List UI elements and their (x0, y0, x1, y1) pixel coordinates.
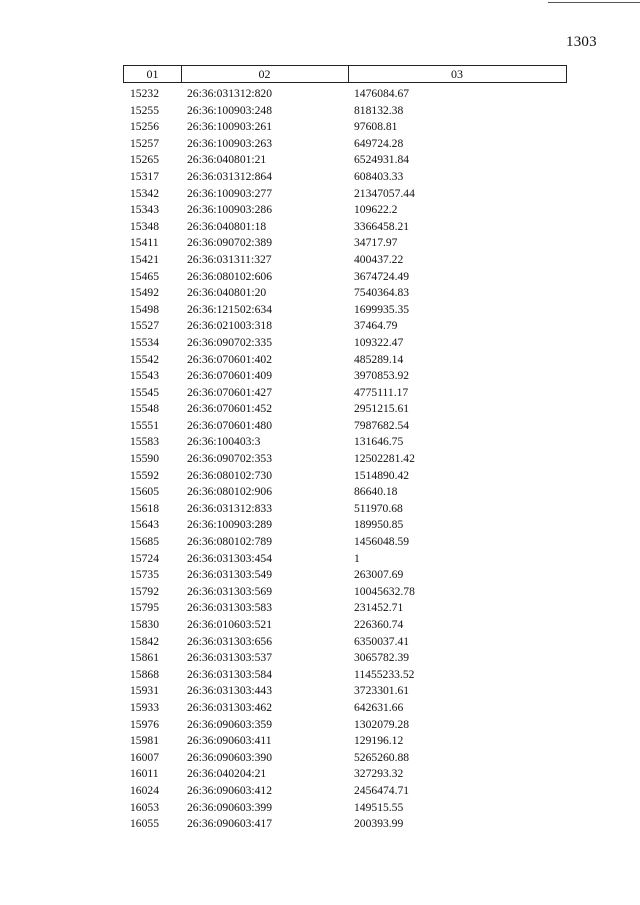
value-cell: 5265260.88 (354, 750, 410, 764)
row-id-cell: 15343 (130, 203, 159, 217)
table-row (123, 352, 567, 369)
value-cell: 642631.66 (354, 700, 404, 714)
cadastral-number-cell: 26:36:100903:261 (187, 120, 273, 134)
cadastral-number-cell: 26:36:090702:353 (187, 452, 273, 466)
table-row (123, 335, 567, 352)
row-id-cell: 15348 (130, 219, 159, 233)
cadastral-number-cell: 26:36:031312:820 (187, 87, 273, 100)
value-cell: 511970.68 (354, 501, 403, 515)
value-cell: 3366458.21 (354, 219, 410, 233)
value-cell: 226360.74 (354, 618, 404, 631)
cadastral-number-cell: 26:36:031303:454 (187, 551, 273, 565)
cadastral-number-cell: 26:36:121502:634 (187, 302, 273, 316)
table-row (123, 650, 567, 667)
row-id-cell: 15724 (130, 551, 159, 565)
cadastral-number-cell: 26:36:040204:21 (187, 767, 267, 781)
table-row (123, 501, 567, 518)
cadastral-number-cell: 26:36:090603:390 (187, 750, 273, 764)
table-row (123, 617, 567, 634)
value-cell: 6524931.84 (354, 153, 410, 167)
cadastral-number-cell: 26:36:031311:327 (187, 252, 272, 266)
row-id-cell: 15492 (130, 286, 159, 300)
value-cell: 1699935.35 (354, 302, 410, 316)
value-cell: 3970853.92 (354, 369, 410, 383)
row-id-cell: 15551 (130, 418, 159, 432)
value-cell: 263007.69 (354, 568, 404, 582)
value-cell: 189950.85 (354, 518, 404, 532)
row-id-cell: 15342 (130, 186, 159, 200)
table-row (123, 269, 567, 286)
value-cell: 485289.14 (354, 352, 404, 366)
table-row (123, 186, 567, 203)
cadastral-number-cell: 26:36:031303:462 (187, 700, 273, 714)
value-cell: 109322.47 (354, 335, 404, 349)
value-cell: 86640.18 (354, 485, 398, 499)
row-id-cell: 15931 (130, 684, 159, 698)
table-row (123, 136, 567, 153)
row-id-cell: 15542 (130, 352, 159, 366)
table-row (123, 750, 567, 767)
value-cell: 608403.33 (354, 169, 404, 183)
table-row (123, 202, 567, 219)
cadastral-number-cell: 26:36:070601:409 (187, 369, 273, 383)
value-cell: 1 (354, 551, 360, 565)
row-id-cell: 15590 (130, 452, 159, 466)
value-cell: 11455233.52 (354, 667, 415, 681)
table-row (123, 484, 567, 501)
page-number: 1303 (566, 34, 597, 50)
header-col-01: 01 (124, 66, 182, 82)
row-id-cell: 15685 (130, 535, 159, 549)
header-col-03: 03 (451, 67, 463, 81)
table-row (123, 584, 567, 601)
value-cell: 129196.12 (354, 734, 404, 748)
value-cell: 34717.97 (354, 236, 398, 250)
value-cell: 231452.71 (354, 601, 404, 615)
value-cell: 7540364.83 (354, 286, 410, 300)
row-id-cell: 15257 (130, 136, 159, 150)
table-row (123, 219, 567, 236)
cadastral-number-cell: 26:36:100403:3 (187, 435, 261, 449)
row-id-cell: 15527 (130, 319, 159, 333)
row-id-cell: 16024 (130, 783, 159, 797)
table-row (123, 434, 567, 451)
row-id-cell: 15256 (130, 120, 159, 134)
row-id-cell: 15543 (130, 369, 159, 383)
cadastral-number-cell: 26:36:040801:21 (187, 153, 267, 167)
value-cell: 1302079.28 (354, 717, 410, 731)
cadastral-number-cell: 26:36:100903:248 (187, 103, 273, 117)
table-row (123, 783, 567, 800)
value-cell: 1514890.42 (354, 468, 410, 482)
row-id-cell: 15545 (130, 385, 159, 399)
cadastral-number-cell: 26:36:090702:335 (187, 335, 273, 349)
table-row (123, 733, 567, 750)
cadastral-number-cell: 26:36:100903:286 (187, 203, 273, 217)
value-cell: 131646.75 (354, 435, 404, 449)
table-row (123, 235, 567, 252)
value-cell: 3065782.39 (354, 651, 410, 665)
cadastral-number-cell: 26:36:100903:289 (187, 518, 273, 532)
cadastral-number-cell: 26:36:070601:402 (187, 352, 273, 366)
cadastral-number-cell: 26:36:031312:833 (187, 501, 273, 515)
table-row (123, 816, 567, 833)
row-id-cell: 15792 (130, 584, 159, 598)
row-id-cell: 15861 (130, 651, 159, 665)
row-id-cell: 15605 (130, 485, 159, 499)
value-cell: 12502281.42 (354, 452, 415, 466)
value-cell: 327293.32 (354, 767, 404, 781)
cadastral-number-cell: 26:36:031303:584 (187, 667, 273, 681)
header-col-02: 02 (181, 66, 349, 82)
cadastral-number-cell: 26:36:090603:412 (187, 783, 273, 797)
row-id-cell: 15795 (130, 601, 159, 615)
table-row (123, 551, 567, 568)
row-id-cell: 15421 (130, 252, 159, 266)
row-id-cell: 15317 (130, 169, 159, 183)
table-row (123, 169, 567, 186)
table-row (123, 385, 567, 402)
value-cell: 3674724.49 (354, 269, 410, 283)
value-cell: 200393.99 (354, 817, 404, 831)
cadastral-number-cell: 26:36:031312:864 (187, 169, 273, 183)
table-row (123, 119, 567, 136)
table-row (123, 683, 567, 700)
value-cell: 21347057.44 (354, 186, 415, 200)
cadastral-number-cell: 26:36:080102:789 (187, 535, 273, 549)
cadastral-number-cell: 26:36:080102:606 (187, 269, 273, 283)
table-row (123, 86, 567, 103)
cadastral-number-cell: 26:36:070601:427 (187, 385, 273, 399)
cadastral-number-cell: 26:36:031303:569 (187, 584, 273, 598)
table-row (123, 517, 567, 534)
value-cell: 6350037.41 (354, 634, 410, 648)
row-id-cell: 15735 (130, 568, 159, 582)
table-row (123, 534, 567, 551)
cadastral-number-cell: 26:36:040801:18 (187, 219, 267, 233)
cadastral-number-cell: 26:36:090603:399 (187, 800, 273, 814)
row-id-cell: 16053 (130, 800, 159, 814)
row-id-cell: 16007 (130, 750, 159, 764)
table-row (123, 567, 567, 584)
cadastral-number-cell: 26:36:090603:411 (187, 734, 272, 748)
value-cell: 2456474.71 (354, 783, 410, 797)
table-header (123, 65, 567, 83)
table-row (123, 766, 567, 783)
value-cell: 2951215.61 (354, 402, 410, 416)
cadastral-number-cell: 26:36:090603:417 (187, 817, 273, 831)
row-id-cell: 15830 (130, 618, 159, 631)
row-id-cell: 15548 (130, 402, 159, 416)
row-id-cell: 15933 (130, 700, 159, 714)
value-cell: 149515.55 (354, 800, 404, 814)
cadastral-number-cell: 26:36:090603:359 (187, 717, 273, 731)
row-id-cell: 15465 (130, 269, 159, 283)
row-id-cell: 16011 (130, 767, 159, 781)
cadastral-number-cell: 26:36:090702:389 (187, 236, 273, 250)
cadastral-number-cell: 26:36:021003:318 (187, 319, 273, 333)
table-row (123, 368, 567, 385)
row-id-cell: 15842 (130, 634, 159, 648)
row-id-cell: 15534 (130, 335, 159, 349)
value-cell: 818132.38 (354, 103, 404, 117)
value-cell: 1456048.59 (354, 535, 410, 549)
table-row (123, 302, 567, 319)
table-row (123, 600, 567, 617)
table-row (123, 252, 567, 269)
row-id-cell: 15255 (130, 103, 159, 117)
cadastral-number-cell: 26:36:010603:521 (187, 618, 273, 631)
cadastral-number-cell: 26:36:080102:730 (187, 468, 273, 482)
row-id-cell: 15981 (130, 734, 159, 748)
table-row (123, 800, 567, 817)
table-row (123, 717, 567, 734)
row-id-cell: 15976 (130, 717, 159, 731)
value-cell: 10045632.78 (354, 584, 415, 598)
table-row (123, 152, 567, 169)
row-id-cell: 15265 (130, 153, 159, 167)
row-id-cell: 15592 (130, 468, 159, 482)
cadastral-number-cell: 26:36:100903:263 (187, 136, 273, 150)
table-row (123, 667, 567, 684)
table-row (123, 318, 567, 335)
table-row (123, 401, 567, 418)
cadastral-number-cell: 26:36:031303:549 (187, 568, 273, 582)
top-rule (548, 2, 640, 3)
table-body (123, 86, 567, 833)
value-cell: 649724.28 (354, 136, 404, 150)
table-row (123, 103, 567, 120)
cadastral-number-cell: 26:36:031303:537 (187, 651, 273, 665)
value-cell: 1476084.67 (354, 87, 410, 100)
value-cell: 400437.22 (354, 252, 404, 266)
row-id-cell: 15232 (130, 87, 159, 100)
row-id-cell: 16055 (130, 817, 159, 831)
cadastral-number-cell: 26:36:031303:656 (187, 634, 273, 648)
row-id-cell: 15411 (130, 236, 159, 250)
value-cell: 4775111.17 (354, 385, 409, 399)
value-cell: 109622.2 (354, 203, 398, 217)
row-id-cell: 15868 (130, 667, 159, 681)
cadastral-number-cell: 26:36:070601:480 (187, 418, 273, 432)
cadastral-number-cell: 26:36:031303:583 (187, 601, 273, 615)
table-row (123, 634, 567, 651)
value-cell: 97608.81 (354, 120, 398, 134)
row-id-cell: 15643 (130, 518, 159, 532)
row-id-cell: 15583 (130, 435, 159, 449)
table-row (123, 700, 567, 717)
value-cell: 7987682.54 (354, 418, 410, 432)
table-row (123, 468, 567, 485)
value-cell: 3723301.61 (354, 684, 410, 698)
table-row (123, 451, 567, 468)
cadastral-number-cell: 26:36:040801:20 (187, 286, 267, 300)
table-row (123, 285, 567, 302)
cadastral-number-cell: 26:36:080102:906 (187, 485, 273, 499)
table-row (123, 418, 567, 435)
cadastral-number-cell: 26:36:100903:277 (187, 186, 273, 200)
cadastral-number-cell: 26:36:031303:443 (187, 684, 273, 698)
row-id-cell: 15498 (130, 302, 159, 316)
value-cell: 37464.79 (354, 319, 398, 333)
cadastral-number-cell: 26:36:070601:452 (187, 402, 273, 416)
row-id-cell: 15618 (130, 501, 159, 515)
